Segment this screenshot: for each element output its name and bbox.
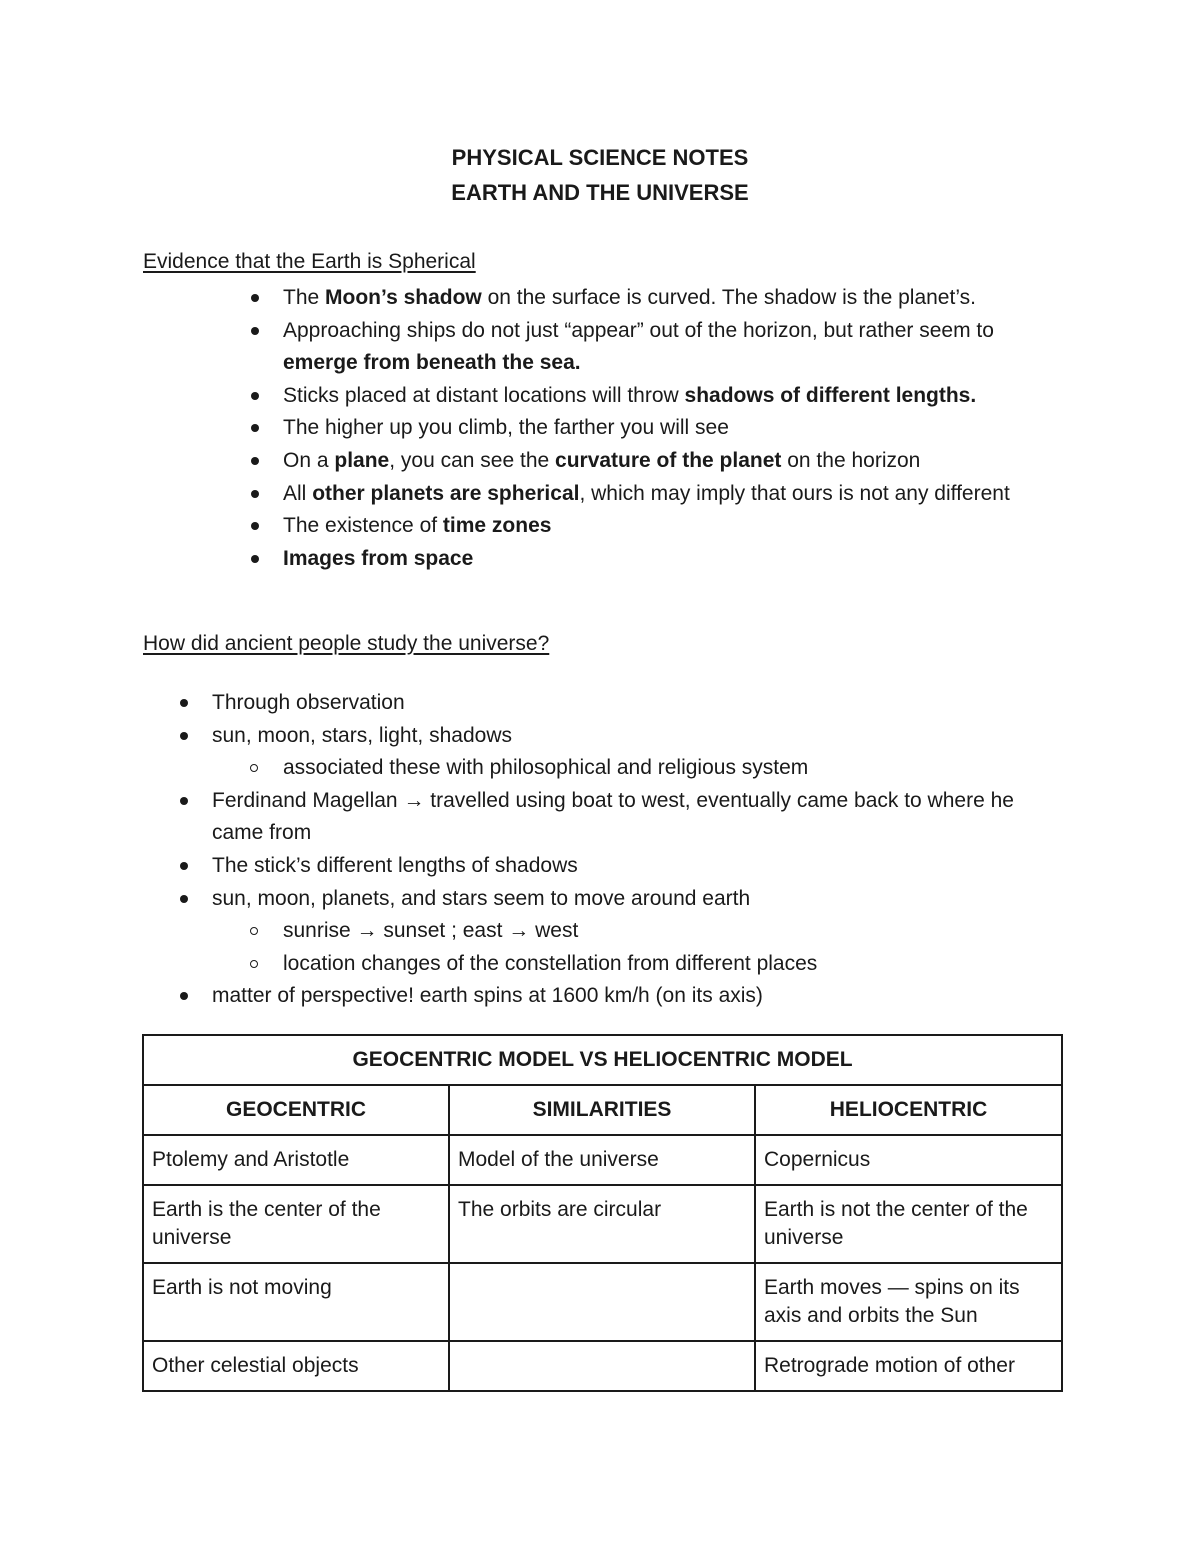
list-item: All other planets are spherical, which may imply that ours is not any different — [0, 478, 1200, 511]
section-heading-ancient: How did ancient people study the universe? — [143, 632, 550, 655]
section-heading-evidence: Evidence that the Earth is Spherical — [143, 250, 476, 273]
bullet-icon — [251, 424, 259, 432]
bullet-icon — [180, 862, 188, 870]
document-subtitle: EARTH AND THE UNIVERSE — [451, 180, 749, 205]
table-cell — [449, 1341, 755, 1391]
table-row — [143, 1263, 1062, 1341]
bullet-icon — [251, 457, 259, 465]
bullet-icon — [180, 895, 188, 903]
table-cell: Earth is the center of the universe — [143, 1185, 449, 1263]
bullet-icon — [180, 699, 188, 707]
bullet-icon — [251, 555, 259, 563]
table-cell: Other celestial objects — [143, 1341, 449, 1391]
bullet-icon — [180, 797, 188, 805]
bullet-icon — [251, 392, 259, 400]
table-cell: Model of the universe — [449, 1135, 755, 1185]
ancient-study-list — [0, 687, 1200, 1013]
list-item: The existence of time zones — [0, 510, 1200, 543]
list-item: Sticks placed at distant locations will throw shadows of different lengths. — [0, 380, 1200, 413]
bullet-icon — [180, 732, 188, 740]
list-item: Through observation — [0, 687, 1200, 720]
bullet-icon — [251, 522, 259, 530]
bullet-icon — [251, 490, 259, 498]
bullet-icon — [251, 327, 259, 335]
list-item: sunrise → sunset ; east → west — [0, 915, 1200, 948]
table-cell: The orbits are circular — [449, 1185, 755, 1263]
comparison-table — [142, 1034, 1063, 1392]
list-item: The stick’s different lengths of shadows — [0, 850, 1200, 883]
list-item: On a plane, you can see the curvature of the planet on the horizon — [0, 445, 1200, 478]
evidence-list — [0, 282, 1200, 575]
list-item: sun, moon, stars, light, shadows — [0, 720, 1200, 753]
table-cell: Earth is not moving — [143, 1263, 449, 1341]
table-cell: Earth is not the center of the universe — [755, 1185, 1062, 1263]
table-cell: Ptolemy and Aristotle — [143, 1135, 449, 1185]
table-cell: Earth moves — spins on its axis and orbits the Sun — [755, 1263, 1062, 1341]
table-cell: Copernicus — [755, 1135, 1062, 1185]
list-item: The Moon’s shadow on the surface is curved. The shadow is the planet’s. — [0, 282, 1200, 315]
table-row — [143, 1135, 1062, 1185]
list-item: Approaching ships do not just “appear” out of the horizon, but rather seem to emerge from beneath the sea. — [0, 315, 1200, 380]
hollow-bullet-icon — [250, 927, 258, 935]
bullet-icon — [251, 294, 259, 302]
list-item: Ferdinand Magellan → travelled using boat to west, eventually came back to where he came from — [0, 785, 1200, 850]
column-header-geocentric: GEOCENTRIC — [143, 1085, 449, 1135]
table-row — [143, 1341, 1062, 1391]
column-header-heliocentric: HELIOCENTRIC — [755, 1085, 1062, 1135]
document-title: PHYSICAL SCIENCE NOTES — [451, 145, 749, 170]
list-item: Images from space — [0, 543, 1200, 576]
list-item: associated these with philosophical and religious system — [0, 752, 1200, 785]
list-item: The higher up you climb, the farther you will see — [0, 412, 1200, 445]
table-caption: GEOCENTRIC MODEL VS HELIOCENTRIC MODEL — [143, 1035, 1062, 1085]
bullet-icon — [180, 992, 188, 1000]
column-header-similarities: SIMILARITIES — [449, 1085, 755, 1135]
table-cell: Retrograde motion of other — [755, 1341, 1062, 1391]
hollow-bullet-icon — [250, 764, 258, 772]
list-item: matter of perspective! earth spins at 1600 km/h (on its axis) — [0, 980, 1200, 1013]
table-row — [143, 1185, 1062, 1263]
list-item: sun, moon, planets, and stars seem to move around earth — [0, 883, 1200, 916]
table-cell — [449, 1263, 755, 1341]
list-item: location changes of the constellation from different places — [0, 948, 1200, 981]
hollow-bullet-icon — [250, 960, 258, 968]
